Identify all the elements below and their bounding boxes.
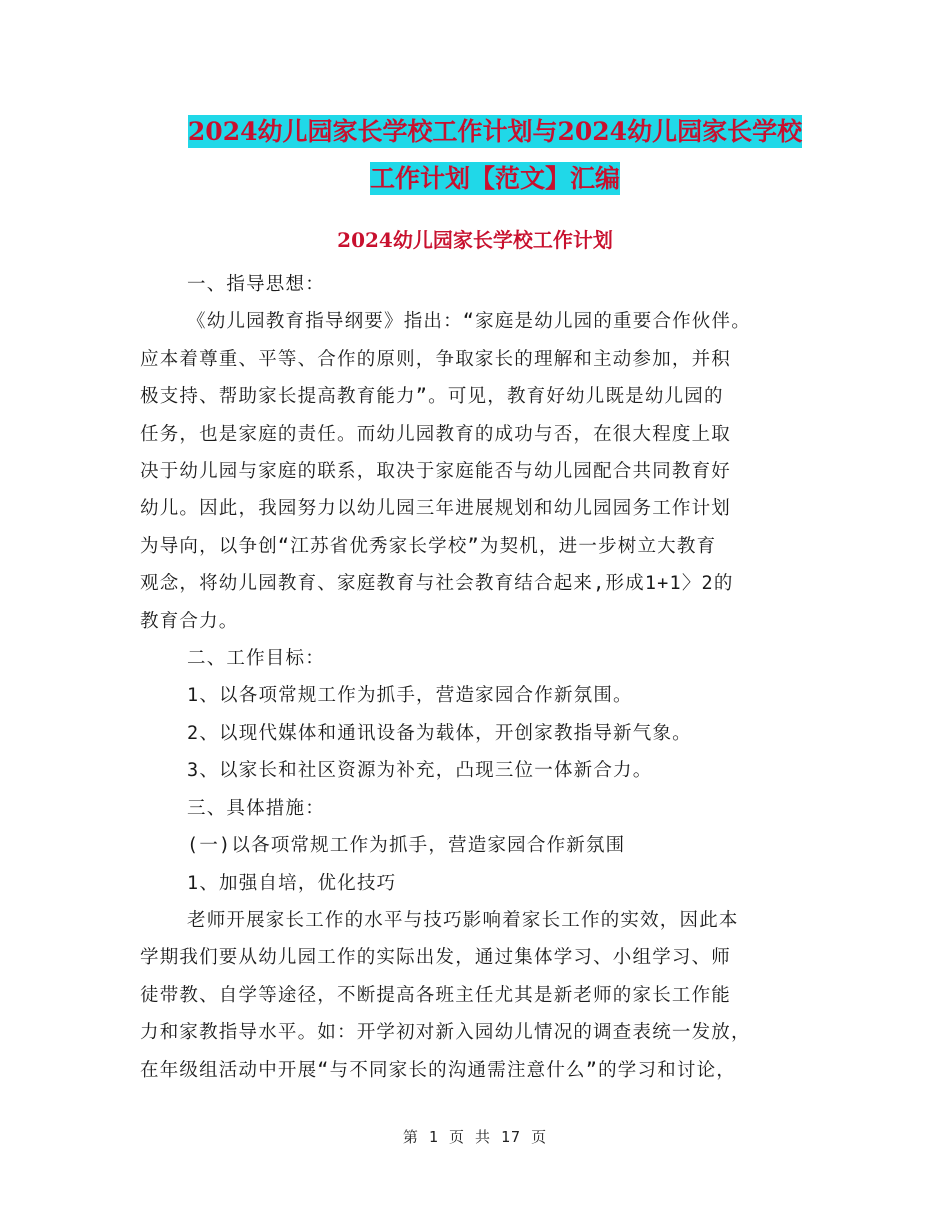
heading-work-goals: 二、工作目标： [187, 648, 325, 670]
paragraph-line: 决于幼儿园与家庭的联系，取决于家庭能否与幼儿园配合共同教育好 [140, 461, 732, 483]
subheading-self-training: 1、加强自培，优化技巧 [187, 872, 397, 894]
paragraph-line: 徒带教、自学等途径，不断提高各班主任尤其是新老师的家长工作能 [140, 984, 732, 1006]
document-title [140, 108, 850, 202]
paragraph-line: 学期我们要从幼儿园工作的实际出发，通过集体学习、小组学习、师 [140, 947, 732, 969]
heading-measures: 三、具体措施： [187, 797, 325, 819]
paragraph-line: 《幼儿园教育指导纲要》指出：“家庭是幼儿园的重要合作伙伴。 [187, 311, 751, 333]
paragraph-line: 幼儿。因此，我园努力以幼儿园三年进展规划和幼儿园园务工作计划 [140, 498, 732, 520]
paragraph-line: 教育合力。 [140, 610, 239, 632]
page-footer: 第 1 页 共 17 页 [402, 1128, 548, 1146]
paragraph-line: 极支持、帮助家长提高教育能力”。可见，教育好幼儿既是幼儿园的 [140, 386, 724, 408]
paragraph-line: 观念，将幼儿园教育、家庭教育与社会教育结合起来,形成1+1〉2的 [140, 573, 734, 595]
goal-item-1: 1、以各项常规工作为抓手，营造家园合作新氛围。 [187, 685, 633, 707]
heading-guiding-thought: 一、指导思想： [187, 274, 325, 295]
paragraph-line: 任务，也是家庭的责任。而幼儿园教育的成功与否，在很大程度上取 [140, 423, 732, 445]
document-body [140, 266, 812, 1089]
paragraph-line: 老师开展家长工作的水平与技巧影响着家长工作的实效，因此本 [187, 909, 739, 931]
goal-item-2: 2、以现代媒体和通讯设备为载体，开创家教指导新气象。 [187, 722, 692, 744]
title-line-2: 工作计划【范文】汇编 [369, 164, 620, 193]
paragraph-line: 在年级组活动中开展“与不同家长的沟通需注意什么”的学习和讨论， [140, 1059, 736, 1081]
title-line-1: 2024幼儿园家长学校工作计划与2024幼儿园家长学校 [187, 117, 803, 146]
paragraph-line: 力和家教指导水平。如：开学初对新入园幼儿情况的调查表统一发放， [140, 1022, 751, 1044]
paragraph-line: 应本着尊重、平等、合作的原则，争取家长的理解和主动参加，并积 [140, 348, 732, 370]
subheading-measure-1: (一)以各项常规工作为抓手，营造家园合作新氛围 [187, 835, 626, 857]
paragraph-line: 为导向，以争创“江苏省优秀家长学校”为契机，进一步树立大教育 [140, 535, 717, 557]
section-title: 2024幼儿园家长学校工作计划 [337, 228, 613, 252]
goal-item-3: 3、以家长和社区资源为补充，凸现三位一体新合力。 [187, 760, 653, 782]
